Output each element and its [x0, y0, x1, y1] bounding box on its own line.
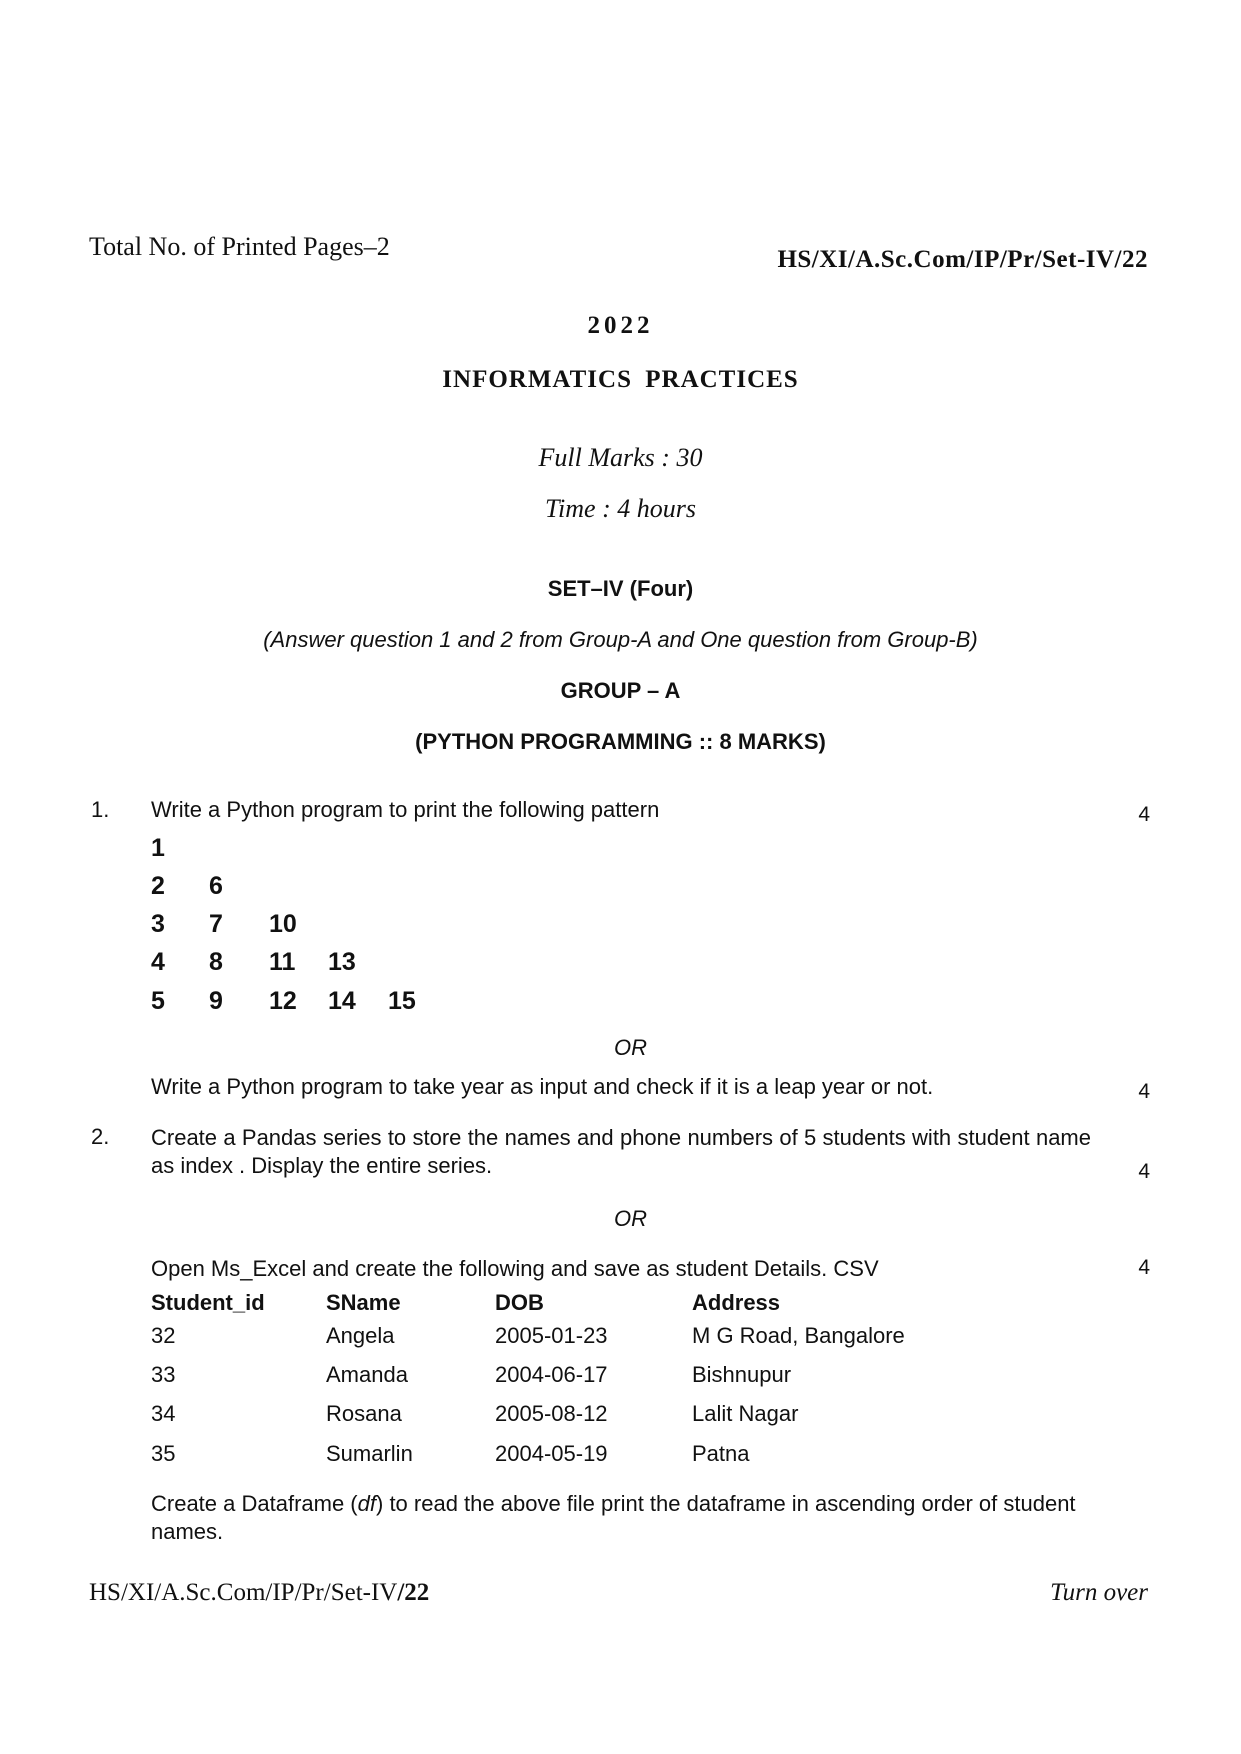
table-cell: Angela — [326, 1323, 395, 1348]
question-2-dataframe-instruction — [151, 1490, 1091, 1546]
exam-time: Time : 4 hours — [545, 494, 696, 523]
pattern-cell: 5 — [151, 987, 165, 1015]
question-1-alt-text: Write a Python program to take year as input and check if it is a leap year or not. — [151, 1074, 934, 1099]
question-2-marks: 4 — [1138, 1160, 1150, 1183]
or-label: OR — [614, 1035, 647, 1060]
question-1-text: Write a Python program to print the following pattern — [151, 797, 660, 822]
table-cell: M G Road, Bangalore — [692, 1323, 905, 1348]
pattern-cell: 1 — [151, 834, 165, 862]
pattern-cell: 12 — [269, 987, 297, 1015]
pattern-cell: 7 — [209, 910, 223, 938]
pattern-cell: 9 — [209, 987, 223, 1015]
pattern-cell: 11 — [269, 948, 296, 976]
footer-code-suffix: /22 — [397, 1579, 430, 1606]
full-marks: Full Marks : 30 — [538, 443, 703, 472]
table-header-student-id: Student_id — [151, 1290, 265, 1315]
question-2-alt-marks: 4 — [1138, 1256, 1150, 1279]
question-2-text: Create a Pandas series to store the names and phone numbers of 5 students with student name as index . Display the entire series. — [151, 1125, 1091, 1178]
table-cell: 2004-06-17 — [495, 1362, 608, 1387]
table-cell: Rosana — [326, 1401, 402, 1426]
paper-code: HS/XI/A.Sc.Com/IP/Pr/Set-IV/22 — [777, 246, 1148, 273]
question-2-number: 2. — [91, 1124, 110, 1149]
question-1-marks: 4 — [1138, 803, 1150, 826]
footer-paper-code — [89, 1579, 429, 1607]
table-cell: Sumarlin — [326, 1441, 413, 1466]
instruction: (Answer question 1 and 2 from Group-A and One question from Group-B) — [263, 627, 978, 652]
pattern-cell: 14 — [328, 987, 356, 1015]
table-cell: 32 — [151, 1323, 176, 1348]
question-1-alt-marks: 4 — [1138, 1080, 1150, 1103]
group-title: GROUP – A — [560, 678, 681, 703]
subject-title: INFORMATICS PRACTICES — [442, 366, 799, 393]
instruction-prefix: Create a Dataframe ( — [151, 1491, 358, 1516]
pattern-cell: 15 — [388, 987, 416, 1015]
dataframe-variable: df — [357, 1491, 376, 1516]
pattern-cell: 4 — [151, 948, 165, 976]
pattern-cell: 13 — [328, 948, 356, 976]
instruction-suffix: ) to read the above file print the dataframe in ascending order of student names. — [151, 1491, 1076, 1544]
table-header-address: Address — [692, 1290, 781, 1315]
or-label: OR — [614, 1206, 647, 1231]
table-cell: 33 — [151, 1362, 176, 1387]
printed-pages-count: Total No. of Printed Pages–2 — [89, 232, 390, 261]
pattern-cell: 6 — [209, 872, 223, 900]
pattern-cell: 2 — [151, 872, 165, 900]
table-cell: 34 — [151, 1401, 176, 1426]
table-cell: Patna — [692, 1441, 750, 1466]
group-subtitle: (PYTHON PROGRAMMING :: 8 MARKS) — [415, 729, 826, 754]
table-cell: 2005-08-12 — [495, 1401, 608, 1426]
table-cell: Lalit Nagar — [692, 1401, 799, 1426]
exam-year: 2022 — [587, 312, 654, 339]
question-1-number: 1. — [91, 797, 110, 822]
table-header-dob: DOB — [495, 1290, 544, 1315]
table-cell: 35 — [151, 1441, 176, 1466]
table-header-sname: SName — [326, 1290, 401, 1315]
footer-code-prefix: HS/XI/A.Sc.Com/IP/Pr/Set-IV — [89, 1579, 398, 1606]
set-label: SET–IV (Four) — [547, 576, 694, 601]
table-cell: 2004-05-19 — [495, 1441, 608, 1466]
pattern-cell: 10 — [269, 910, 297, 938]
table-cell: Amanda — [326, 1362, 408, 1387]
turn-over: Turn over — [1050, 1579, 1148, 1606]
question-2-alt-text: Open Ms_Excel and create the following and save as student Details. CSV — [151, 1256, 879, 1281]
table-cell: 2005-01-23 — [495, 1323, 608, 1348]
pattern-cell: 3 — [151, 910, 165, 938]
table-cell: Bishnupur — [692, 1362, 792, 1387]
pattern-cell: 8 — [209, 948, 223, 976]
